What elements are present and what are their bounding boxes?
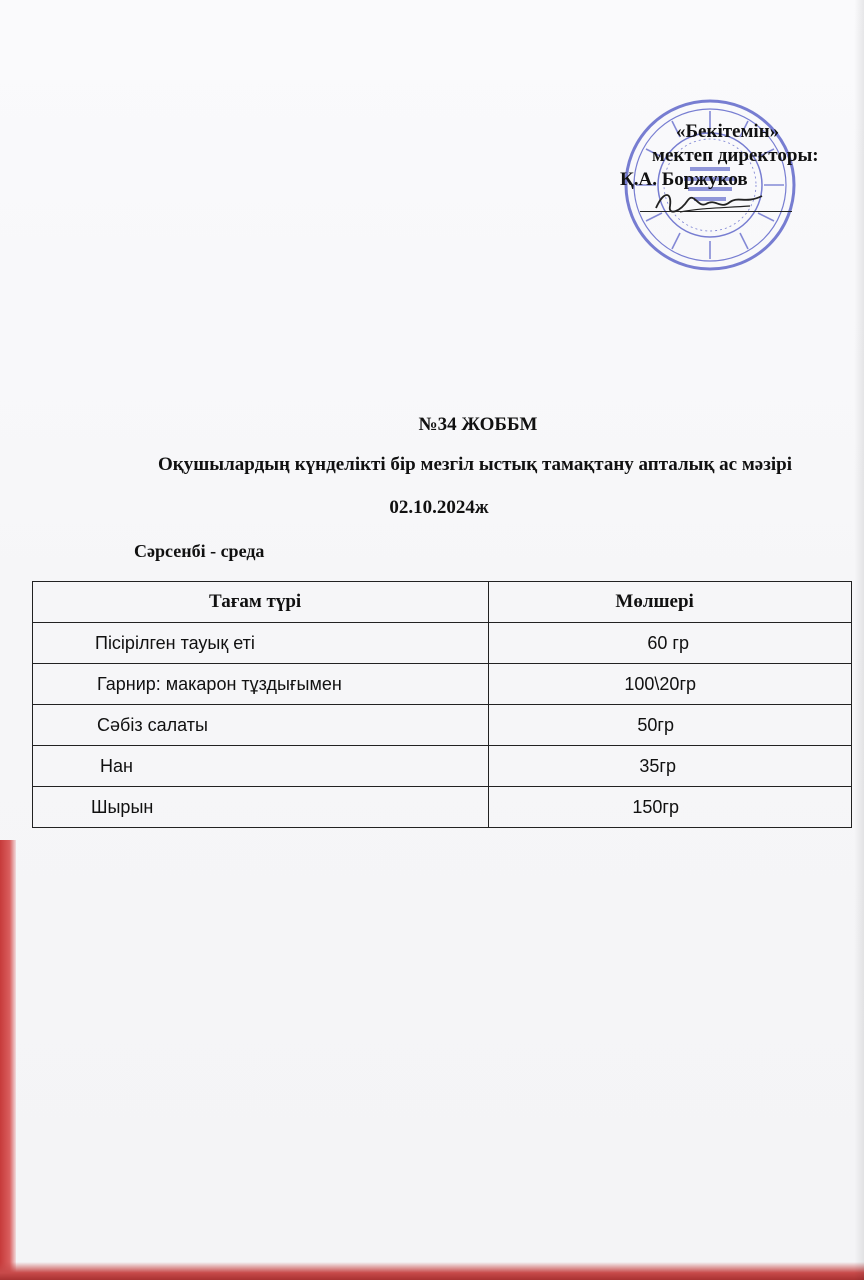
table-row (33, 623, 852, 664)
approval-director-name: Қ.А. Боржуков (620, 169, 748, 190)
signature-line (640, 211, 792, 212)
amount-cell: 50гр (489, 705, 852, 746)
dish-cell: Шырын (33, 787, 489, 828)
approval-title: «Бекітемін» (676, 121, 780, 142)
dish-cell: Нан (33, 746, 489, 787)
school-name: №34 ЖОББМ (418, 414, 538, 435)
column-header-dish: Тағам түрі (33, 582, 489, 623)
amount-cell: 60 гр (489, 623, 852, 664)
dish-cell: Сәбіз салаты (33, 705, 489, 746)
amount-cell: 100\20гр (489, 664, 852, 705)
table-row (33, 705, 852, 746)
amount-cell: 150гр (489, 787, 852, 828)
page-shadow (854, 0, 864, 1280)
menu-title: Оқушылардың күнделікті бір мезгіл ыстық тамақтану апталық ас мәзірі (158, 454, 792, 475)
red-paper-edge-left (0, 840, 16, 1280)
table-row (33, 664, 852, 705)
column-header-amount: Мөлшері (489, 582, 852, 623)
menu-date: 02.10.2024ж (389, 497, 489, 518)
dish-cell: Гарнир: макарон тұздығымен (33, 664, 489, 705)
weekday: Сәрсенбі - среда (134, 541, 265, 561)
dish-cell: Пісірілген тауық еті (33, 623, 489, 664)
table-row (33, 787, 852, 828)
approval-position: мектеп директоры: (652, 145, 819, 166)
menu-table (32, 581, 852, 828)
table-row (33, 746, 852, 787)
red-paper-edge-bottom (0, 1262, 864, 1280)
table-header-row (33, 582, 852, 623)
amount-cell: 35гр (489, 746, 852, 787)
